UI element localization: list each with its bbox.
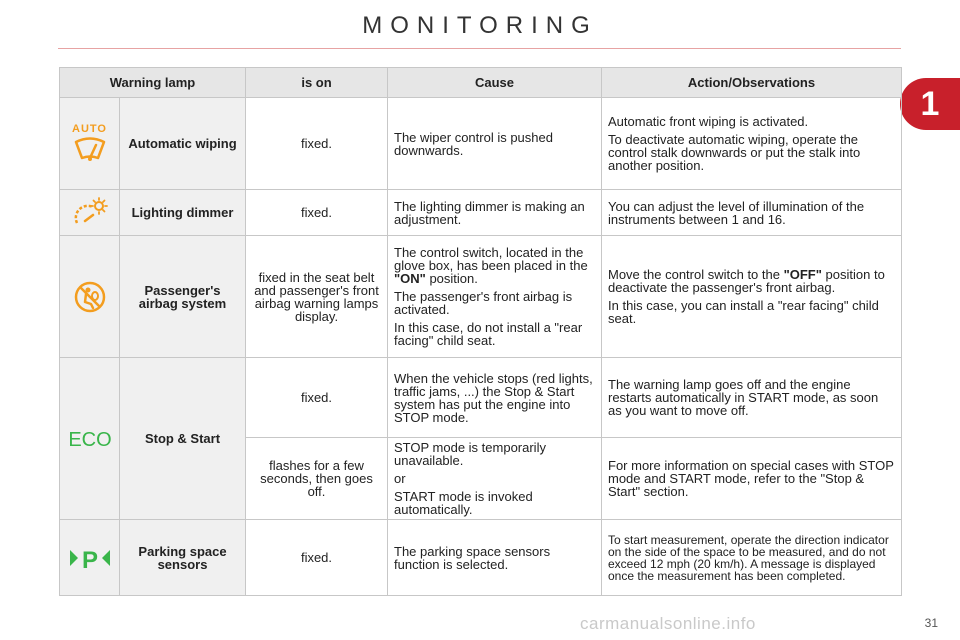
is-on-value: fixed.	[246, 358, 388, 438]
table-row	[60, 358, 902, 438]
cause-line: STOP mode is temporarily unavailable.	[394, 440, 546, 468]
action-line: Move the control switch to the "OFF" position to deactivate the passenger's front airbag.	[608, 267, 885, 295]
is-on-value: fixed in the seat belt and passenger's front airbag warning lamps display.	[246, 236, 388, 358]
title-divider	[58, 48, 901, 49]
is-on-value: fixed.	[246, 190, 388, 236]
action-text: For more information on special cases with STOP mode and START mode, refer to the "Stop & Start" section.	[602, 438, 902, 520]
cause-line: The passenger's front airbag is activated.	[394, 289, 573, 317]
cause-text	[388, 236, 602, 358]
wiper-icon	[72, 136, 108, 166]
cause-line: The control switch, located in the glove box, has been placed in the "ON" position.	[394, 245, 588, 286]
cause-text: The parking space sensors function is selected.	[388, 520, 602, 596]
header-cause: Cause	[388, 68, 602, 98]
cause-text: The lighting dimmer is making an adjustment.	[388, 190, 602, 236]
page-number: 31	[924, 616, 938, 630]
action-text: The warning lamp goes off and the engine restarts automatically in START mode, as soon as you want to move off.	[602, 358, 902, 438]
auto-wiper-icon	[60, 98, 120, 190]
warning-lamp-table	[59, 67, 902, 596]
table-row	[60, 520, 902, 596]
lamp-name-stop-start: Stop & Start	[120, 358, 246, 520]
is-on-value: fixed.	[246, 520, 388, 596]
table-header-row	[60, 68, 902, 98]
lighting-dimmer-icon	[60, 190, 120, 236]
lamp-name-passenger-airbag: Passenger's airbag system	[120, 236, 246, 358]
action-line: In this case, you can install a "rear facing" child seat.	[608, 298, 879, 326]
cause-line: START mode is invoked automatically.	[394, 489, 533, 517]
svg-text:P: P	[81, 546, 98, 571]
action-text: To start measurement, operate the direction indicator on the side of the space to be measured, and do not exceed 12 mph (20 km/h). A message is displayed once the measurement has been completed.	[602, 520, 902, 596]
svg-text:ECO: ECO	[67, 428, 112, 451]
parking-sensor-icon	[60, 520, 120, 596]
airbag-off-icon	[60, 236, 120, 358]
lamp-name-parking-sensors: Parking space sensors	[120, 520, 246, 596]
page-title: MONITORING	[362, 12, 598, 39]
action-text	[602, 98, 902, 190]
chapter-tab[interactable]: 1	[900, 78, 960, 130]
cause-text: When the vehicle stops (red lights, traffic jams, ...) the Stop & Start system has put the engine into STOP mode.	[388, 358, 602, 438]
lamp-name-automatic-wiping: Automatic wiping	[120, 98, 246, 190]
is-on-value: fixed.	[246, 98, 388, 190]
action-line: Automatic front wiping is activated.	[608, 114, 809, 129]
action-text: You can adjust the level of illumination of the instruments between 1 and 16.	[602, 190, 902, 236]
lamp-name-lighting-dimmer: Lighting dimmer	[120, 190, 246, 236]
cause-line: In this case, do not install a "rear facing" child seat.	[394, 320, 583, 348]
table-row	[60, 190, 902, 236]
action-text	[602, 236, 902, 358]
auto-label: AUTO	[72, 123, 107, 135]
header-is-on: is on	[246, 68, 388, 98]
cause-line: or	[394, 471, 406, 486]
header-action: Action/Observations	[602, 68, 902, 98]
is-on-value: flashes for a few seconds, then goes off.	[246, 438, 388, 520]
eco-icon	[60, 358, 120, 520]
header-warning-lamp: Warning lamp	[60, 68, 246, 98]
action-line: To deactivate automatic wiping, operate the control stalk downwards or put the stalk into another position.	[608, 132, 861, 173]
cause-text	[388, 438, 602, 520]
cause-text: The wiper control is pushed downwards.	[388, 98, 602, 190]
watermark: carmanualsonline.info	[580, 614, 756, 633]
table-row	[60, 98, 902, 190]
table-row	[60, 236, 902, 358]
